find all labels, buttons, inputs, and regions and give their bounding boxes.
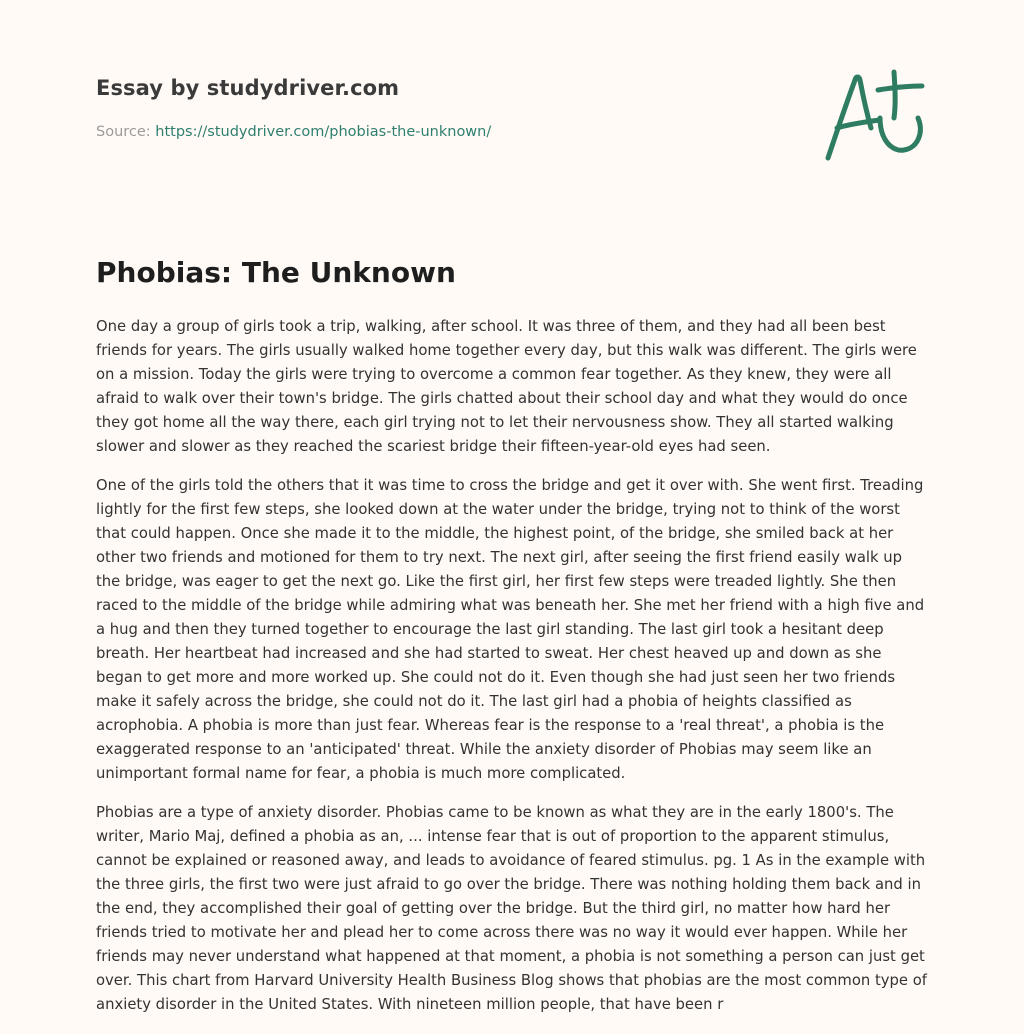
site-title: Essay by studydriver.com [96,76,400,100]
essay-title: Phobias: The Unknown [96,256,456,289]
source-link[interactable]: https://studydriver.com/phobias-the-unknown/ [155,124,492,140]
essay-paragraph: One day a group of girls took a trip, walking, after school. It was three of them, and they had all been best friends for years. The girls usually walked home together every day, but this walk was different. The girls were on a mission. Today the girls were trying to overcome a common fear together. As they knew, they were all afraid to walk over their town's bridge. The girls chatted about their school day and what they would do once they got home all the way there, each girl trying not to let their nervousness show. They all started walking slower and slower as they reached the scariest bridge their fifteen-year-old eyes had seen. [96,318,917,455]
essay-body [96,315,931,1032]
a-plus-logo-icon [822,66,930,168]
essay-paragraph: One of the girls told the others that it was time to cross the bridge and get it over with. She went first. Treading lightly for the first few steps, she looked down at the water under the bridge, trying not to think of the worst that could happen. Once she made it to the middle, the highest point, of the bridge, she smiled back at her other two friends and motioned for them to try next. The next girl, after seeing the first friend easily walk up the bridge, was eager to get the next go. Like the first girl, her first few steps were treaded lightly. She then raced to the middle of the bridge while admiring what was beneath her. She met her friend with a high five and a hug and then they turned together to encourage the last girl standing. The last girl took a hesitant deep breath. Her heartbeat had increased and she had started to sweat. Her chest heaved up and down as she began to get more and more worked up. She could not do it. Even though she had just seen her two friends make it safely across the bridge, she could not do it. The last girl had a phobia of heights classified as acrophobia. A phobia is more than just fear. Whereas fear is the response to a 'real threat', a phobia is the exaggerated response to an 'anticipated' threat. While the anxiety disorder of Phobias may seem like an unimportant formal name for fear, a phobia is much more complicated. [96,477,925,782]
essay-paragraph: Phobias are a type of anxiety disorder. Phobias came to be known as what they are in the early 1800's. The writer, Mario Maj, defined a phobia as an, ... intense fear that is out of proportion to the apparent stimulus, cannot be explained or reasoned away, and leads to avoidance of feared stimulus. pg. 1 As in the example with the three girls, the first two were just afraid to go over the bridge. There was nothing holding them back and in the end, they accomplished their goal of getting over the bridge. But the third girl, no matter how hard her friends tried to motivate her and plead her to come across there was no way it would ever happen. While her friends may never understand what happened at that moment, a phobia is not something a person can just get over. This chart from Harvard University Health Business Blog shows that phobias are the most common type of anxiety disorder in the United States. With nineteen million people, that have been r [96,804,928,1013]
source-label: Source: [96,124,156,140]
source-line [96,124,491,140]
